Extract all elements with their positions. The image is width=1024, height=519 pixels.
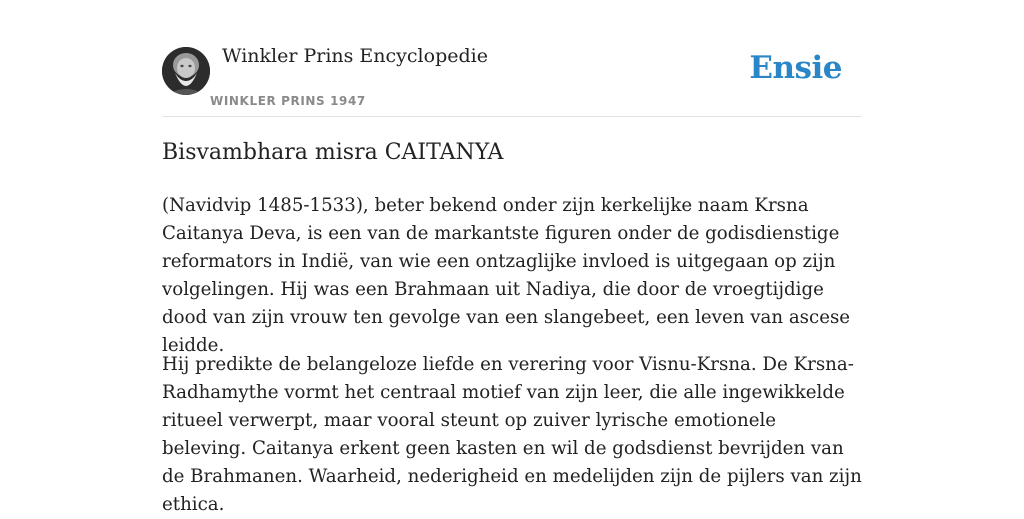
source-subtitle: WINKLER PRINS 1947 [210,94,366,108]
article-paragraph: Hij predikte de belangeloze liefde en verering voor Visnu-Krsna. De Krsna-Radhamythe vormt het centraal motief van zijn leer, die alle ingewikkelde ritueel verwerpt, maar vooral steunt op zuiver lyrische emotionele beleving. Caitanya erkent geen kasten en wil de godsdienst bevrijden van de Brahmanen. Waarheid, nederigheid en medelijden zijn de pijlers van zijn ethica. [162,354,862,515]
avatar[interactable] [162,47,210,95]
article-title: Bisvambhara misra CAITANYA [162,140,504,165]
article-card [162,0,862,515]
article-paragraph: (Navidvip 1485-1533), beter bekend onder zijn kerkelijke naam Krsna Caitanya Deva, is een van de markantste figuren onder de godisdienstige reformators in Indië, van wie een ontzaglijke invloed is uitgegaan op zijn volgelingen. Hij was een Brahmaan uit Nadiya, die door de vroegtijdige dood van zijn vrouw ten gevolge van een slangebeet, een leven van ascese leidde. [162,195,851,356]
portrait-image [162,47,210,95]
source-header [162,0,862,117]
source-title[interactable]: Winkler Prins Encyclopedie [222,45,488,67]
ensie-logo[interactable]: Ensie [749,50,842,86]
